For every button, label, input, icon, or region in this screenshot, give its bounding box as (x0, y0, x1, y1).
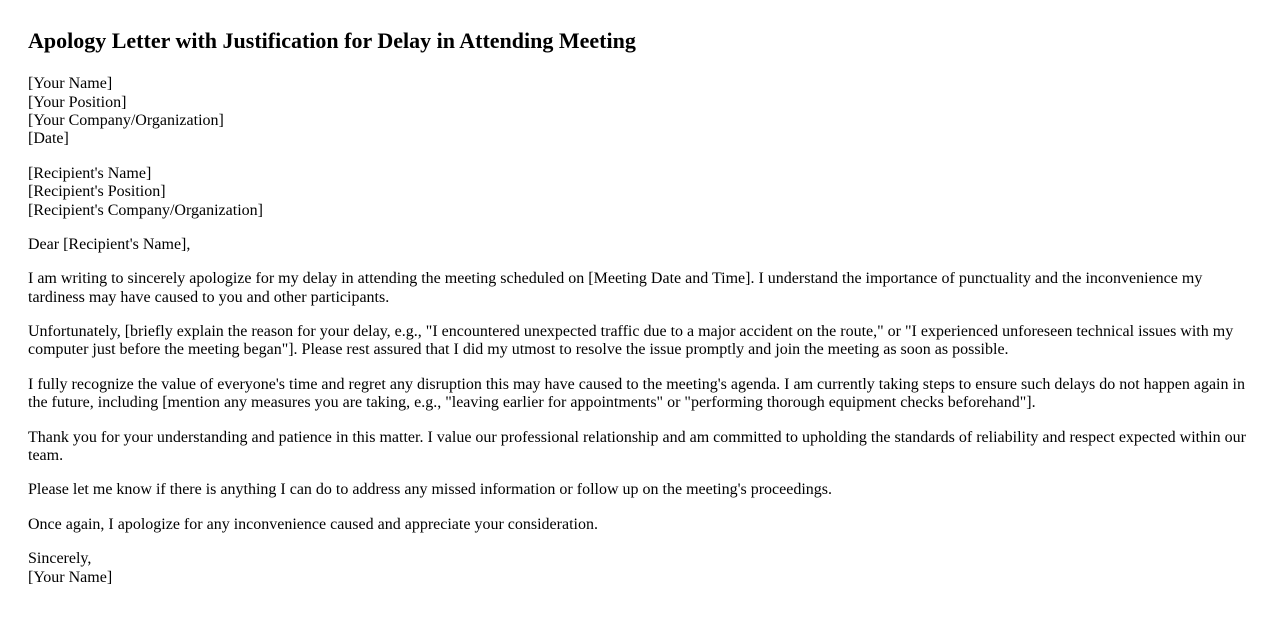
recipient-position-line: [Recipient's Position] (28, 183, 166, 201)
body-paragraph-5: Please let me know if there is anything I can do to address any missed information or follow up on the meeting's proceedings. (28, 481, 833, 499)
sender-name-line: [Your Name] (28, 75, 113, 93)
body-paragraph-4: Thank you for your understanding and patience in this matter. I value our professional relationship and am committed to upholding the standards of reliability and respect expected within our team. (28, 428, 1246, 465)
sender-position-line: [Your Position] (28, 93, 127, 111)
body-paragraph-2: Unfortunately, [briefly explain the reason for your delay, e.g., "I encountered unexpected traffic due to a major accident on the route," or "I experienced unforeseen technical issues with my computer just before the meeting began"]. Please rest assured that I did my utmost to resolve the issue promptly and join the meeting as soon as possible. (28, 323, 1234, 359)
recipient-company-line: [Recipient's Company/Organization] (28, 201, 263, 219)
recipient-name-line: [Recipient's Name] (28, 164, 152, 182)
page-title: Apology Letter with Justification for Delay in Attending Meeting (28, 28, 636, 53)
closing-block (28, 550, 1248, 587)
body-paragraph-3: I fully recognize the value of everyone's time and regret any disruption this may have caused to the meeting's agenda. I am currently taking steps to ensure such delays do not happen again in the future, including [mention any measures you are taking, e.g., "leaving earlier for appointments" or "performing thorough equipment checks beforehand"]. (28, 375, 1245, 412)
body-paragraph-1: I am writing to sincerely apologize for my delay in attending the meeting scheduled on [Meeting Date and Time]. I understand the importance of punctuality and the inconvenience my tardiness may have caused to you and other participants. (28, 270, 1203, 306)
sender-date-line: [Date] (28, 130, 69, 148)
salutation: Dear [Recipient's Name], (28, 235, 191, 253)
sender-company-line: [Your Company/Organization] (28, 111, 224, 129)
sender-block (28, 75, 1248, 149)
recipient-block (28, 165, 1248, 220)
body-paragraph-6: Once again, I apologize for any inconvenience caused and appreciate your consideration. (28, 515, 598, 533)
closing-salutation-line: Sincerely, (28, 550, 92, 568)
closing-name-line: [Your Name] (28, 568, 113, 586)
